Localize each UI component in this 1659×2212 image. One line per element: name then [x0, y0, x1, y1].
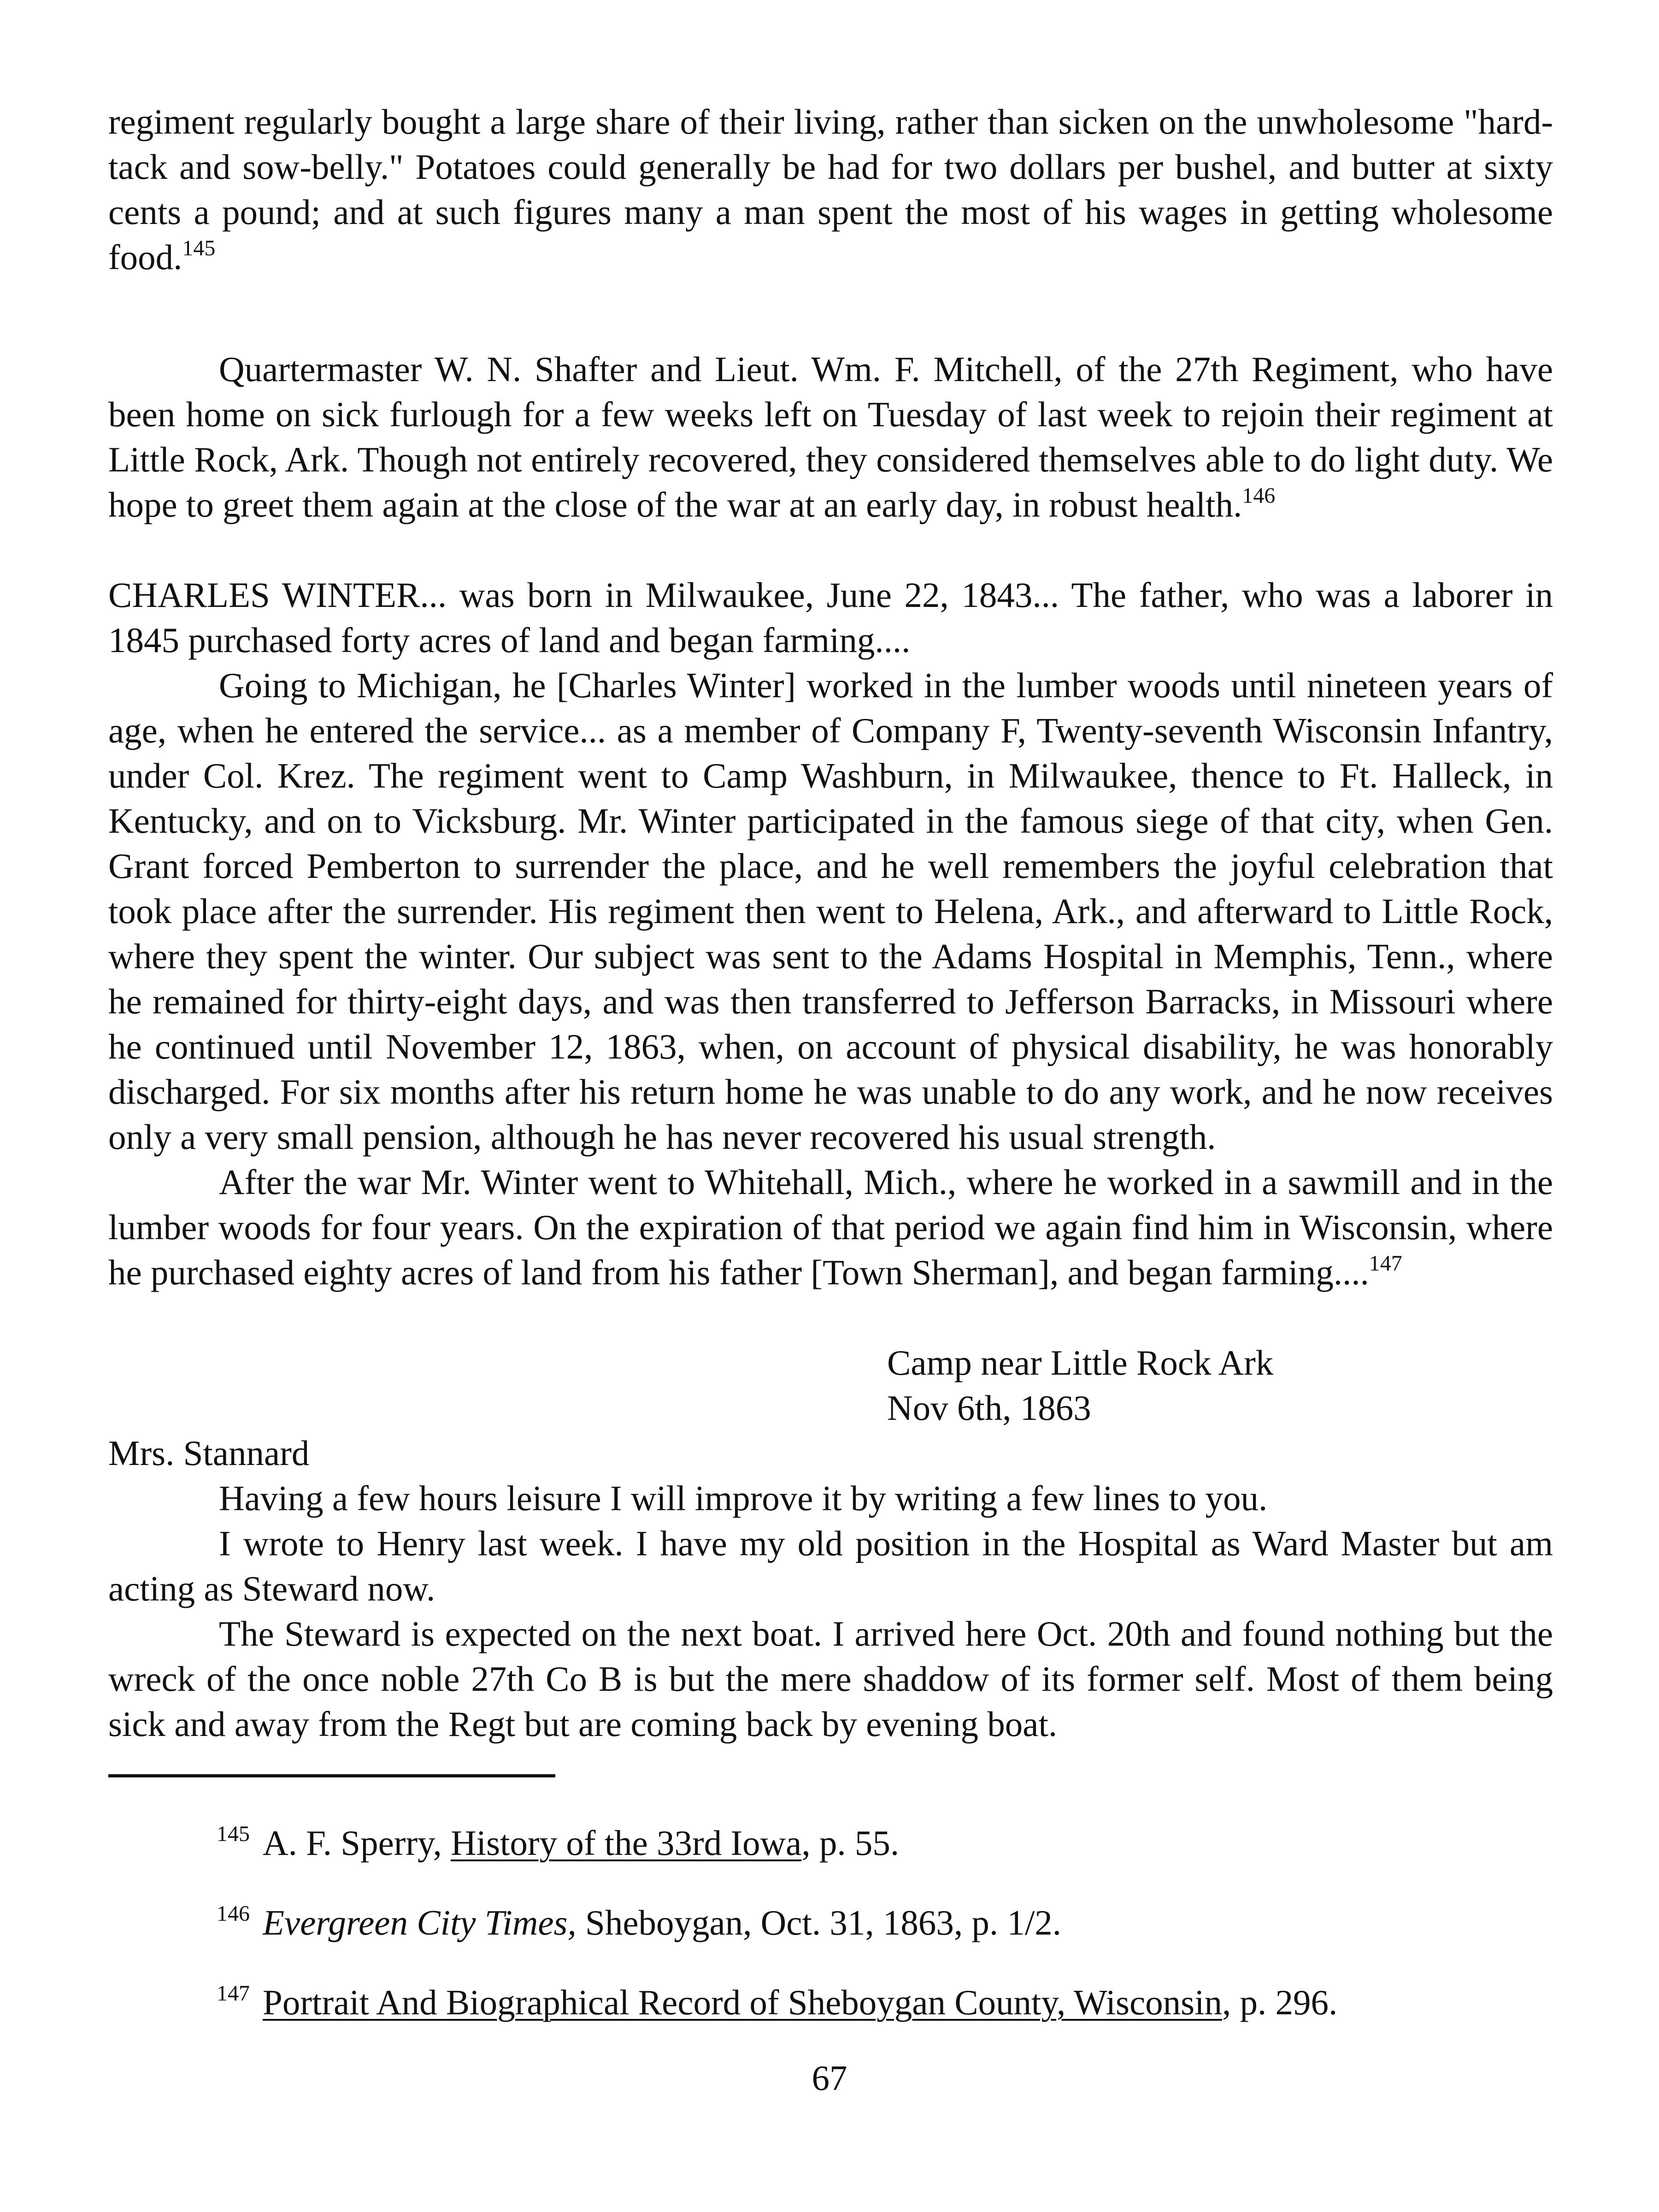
- letter-line-2: I wrote to Henry last week. I have my old position in the Hospital as Ward Master but am acting as Steward now.: [108, 1524, 1553, 1608]
- footnote-title: History of the 33rd Iowa: [451, 1823, 802, 1863]
- footnote-145: $^{145}$ A. F. Sperry, History of the 33rd Iowa, p. 55.: [217, 1822, 900, 1863]
- footnote-title: Evergreen City Times,: [263, 1903, 577, 1942]
- footnote-title: Portrait And Biographical Record of Sheboygan County, Wisconsin: [263, 1983, 1223, 2022]
- letter-date: Nov 6th, 1863: [887, 1388, 1091, 1428]
- footnote-ref-145: 145: [182, 236, 216, 260]
- paragraph-michigan: Going to Michigan, he [Charles Winter] worked in the lumber woods until nineteen years of age, when he entered the service... as a member of Company F, Twenty-seventh Wisconsin Infantry, under Col. Krez. The regiment went to Camp Washburn, in Milwaukee, thence to Ft. Halleck, in Kentucky, and on to Vicksburg. Mr. Winter participated in the famous siege of that city, when Gen. Grant forced Pemberton to surrender the place, and he well remembers the joyful celebration that took place after the surrender. His regiment then went to Helena, Ark., and afterward to Little Rock, where they spent the winter. Our subject was sent to the Adams Hospital in Memphis, Tenn., where he remained for thirty-eight days, and was then transferred to Jefferson Barracks, in Missouri where he continued until November 12, 1863, when, on account of physical disability, he was honorably discharged. For six months after his return home he was unable to do any work, and he now receives only a very small pension, although he has never recovered his usual strength.: [108, 665, 1553, 1157]
- page-number: 67: [812, 2058, 847, 2098]
- letter-place: Camp near Little Rock Ark: [887, 1343, 1274, 1382]
- footnote-146: $^{146}$ Evergreen City Times, Sheboygan, Oct. 31, 1863, p. 1/2.: [217, 1901, 1061, 1942]
- main-text: [108, 99, 1553, 1747]
- letter-line-1: Having a few hours leisure I will improve it by writing a few lines to you.: [219, 1478, 1268, 1518]
- footnotes: [217, 1820, 1553, 2059]
- footnote-ref-146: 146: [1242, 483, 1276, 508]
- paragraph-charles-winter: CHARLES WINTER... was born in Milwaukee, June 22, 1843... The father, who was a laborer in 1845 purchased forty acres of land and began farming....: [108, 575, 1553, 660]
- footnote-divider: [108, 1774, 555, 1777]
- paragraph-rations: regiment regularly bought a large share of their living, rather than sicken on the unwholesome "hard-tack and sow-belly." Potatoes could generally be had for two dollars per bushel, and butter at sixty cents a pound; and at such figures many a man spent the most of his wages in getting wholesome food.$^{145}$: [108, 102, 1553, 277]
- paragraph-quartermaster: Quartermaster W. N. Shafter and Lieut. Wm. F. Mitchell, of the 27th Regiment, who have been home on sick furlough for a few weeks left on Tuesday of last week to rejoin their regiment at Little Rock, Ark. Though not entirely recovered, they considered themselves able to do light duty. We hope to greet them again at the close of the war at an early day, in robust health.$^{146}$: [108, 349, 1553, 524]
- footnote-147: $^{147}$ Portrait And Biographical Record of Sheboygan County, Wisconsin, p. 296.: [217, 1981, 1338, 2022]
- letter-heading: [887, 1340, 1553, 1430]
- footnote-ref-147: 147: [1369, 1251, 1402, 1276]
- letter-salutation: Mrs. Stannard: [108, 1433, 310, 1473]
- letter-line-3: The Steward is expected on the next boat. I arrived here Oct. 20th and found nothing but the wreck of the once noble 27th Co B is but the mere shaddow of its former self. Most of them being sick and away from the Regt but are coming back by evening boat.: [108, 1614, 1553, 1744]
- paragraph-after-war: After the war Mr. Winter went to Whitehall, Mich., where he worked in a sawmill and in the lumber woods for four years. On the expiration of that period we again find him in Wisconsin, where he purchased eighty acres of land from his father [Town Sherman], and began farming....$^{147}$: [108, 1162, 1553, 1292]
